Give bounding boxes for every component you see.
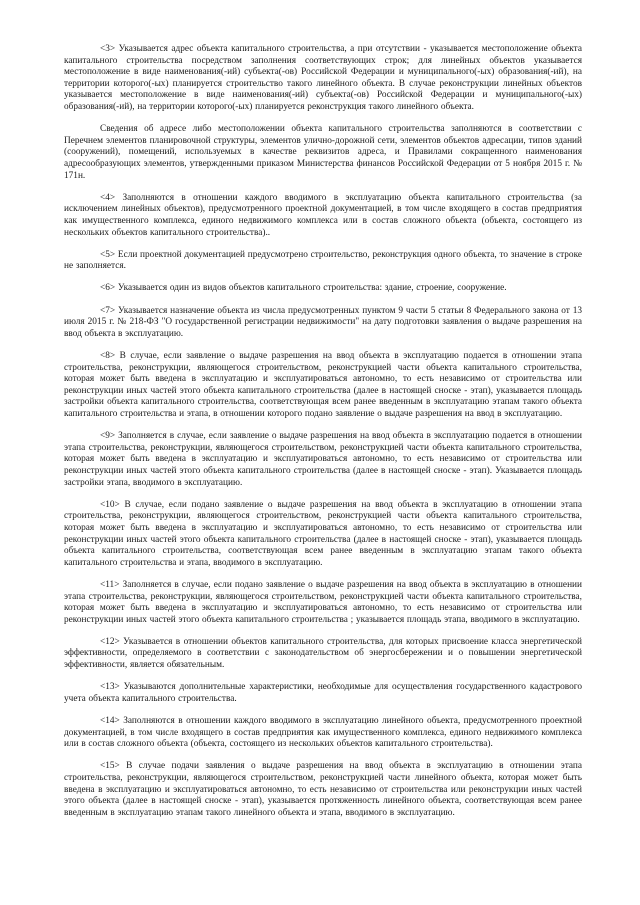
footnote-14-paragraph: <14> Заполняются в отношении каждого вводимого в эксплуатацию линейного объекта, предусмотренного проектной документацией, в том числе входящего в состав предприятия как имущественного комплекса, единого недвижимого комплекса или в состав сложного объекта (объекта, состоящего из нескольких объектов капитального строительства). — [64, 716, 582, 750]
footnote-11-paragraph: <11> Заполняется в случае, если подано заявление о выдаче разрешения на ввод объекта в эксплуатацию в отношении этапа строительства, реконструкции, являющегося строительством, реконструкцией части объекта капитального строительства, которая может быть введена в эксплуатацию и эксплуатироваться автономно, то есть независимо от строительства или реконструкции иных частей этого объекта капитального строительства ; указывается площадь этапа, вводимого в эксплуатацию. — [64, 579, 582, 625]
footnote-9-paragraph: <9> Заполняется в случае, если заявление о выдаче разрешения на ввод объекта в эксплуатацию подается в отношении этапа строительства, реконструкции, являющегося строительством, реконструкцией части объекта капитального строительства, которая может быть введена в эксплуатацию и эксплуатироваться автономно, то есть независимо от строительства или реконструкции иных частей этого объекта капитального строительства (далее в настоящей сноске - этап). Указывается площадь застройки этапа, вводимого в эксплуатацию. — [64, 431, 582, 488]
footnote-6-paragraph: <6> Указывается один из видов объектов капитального строительства: здание, строение, сооружение. — [100, 283, 507, 294]
footnote-4-paragraph: <4> Заполняются в отношении каждого вводимого в эксплуатацию объекта капитального строительства (за исключением линейных объектов), предусмотренного проектной документацией, в том числе входящего в состав предприятия как имущественного комплекса, единого недвижимого комплекса или в состав сложного объекта (объекта, состоящего из нескольких объектов капитального строительства).. — [64, 192, 582, 238]
footnote-12-paragraph: <12> Указывается в отношении объектов капитального строительства, для которых присвоение класса энергетической эффективности, определяемого в соответствии с законодательством об энергосбережении и о повышении энергетической эффективности, является обязательным. — [64, 636, 582, 671]
footnotes-body — [64, 44, 582, 830]
footnote-3-paragraph: <3> Указывается адрес объекта капитального строительства, а при отсутствии - указывается местоположение объекта капитального строительства посредством заполнения соответствующих строк; для линейных объектов указывается местоположение в виде наименования(-ий) субъекта(-ов) Российской Федерации и муниципального(-ых) образования(-ий), на территории которого(-ых) планируется строительство такого линейного объекта. В случае реконструкции линейных объектов указывается местоположение в виде наименования(-ий) субъекта(-ов) Российской Федерации и муниципального(-ых) образования(-ий), на территории которого(-ых) планируется реконструкция такого линейного объекта. — [64, 44, 582, 112]
address-info-paragraph: Сведения об адресе либо местоположении объекта капитального строительства заполняются в соответствии с Перечнем элементов планировочной структуры, элементов улично-дорожной сети, элементов объектов адресации, типов зданий (сооружений), помещений, используемых в качестве реквизитов адреса, и Правилами сокращенного наименования адресообразующих элементов, утвержденными приказом Министерства финансов Российской Федерации от 5 ноября 2015 г. № 171н. — [64, 124, 582, 181]
footnote-13-paragraph: <13> Указываются дополнительные характеристики, необходимые для осуществления государственного кадастрового учета объекта капитального строительства. — [64, 682, 582, 704]
footnote-15-paragraph: <15> В случае подачи заявления о выдаче разрешения на ввод объекта в эксплуатацию в отношении этапа строительства, реконструкции, являющегося строительством, реконструкцией части линейного объекта, которая может быть введена в эксплуатацию и эксплуатироваться автономно, то есть независимо от строительства или реконструкции иных частей этого объекта (далее в настоящей сноске - этап), указывается протяженность линейного объекта, соответствующая всем ранее введенным в эксплуатацию этапам такого линейного объекта и этапа, вводимого в эксплуатацию. — [64, 761, 582, 818]
footnote-8-paragraph: <8> В случае, если заявление о выдаче разрешения на ввод объекта в эксплуатацию подается в отношении этапа строительства, реконструкции, являющегося строительством, реконструкцией части объекта капитального строительства, которая может быть введена в эксплуатацию и эксплуатироваться автономно, то есть независимо от строительства или реконструкции иных частей этого объекта капитального строительства (далее в настоящей сноске - этап), указывается площадь застройки объекта капитального строительства, соответствующая всем ранее введенным в эксплуатацию этапам такого объекта капитального строительства и этапа, в отношении которого подано заявление о выдаче разрешения на ввод в эксплуатацию. — [64, 351, 582, 419]
footnote-7-paragraph: <7> Указывается назначение объекта из числа предусмотренных пунктом 9 части 5 статьи 8 Федерального закона от 13 июля 2015 г. № 218-ФЗ "О государственной регистрации недвижимости" на дату подготовки заявления о выдаче разрешения на ввод объекта в эксплуатацию. — [64, 305, 582, 339]
footnote-10-paragraph: <10> В случае, если подано заявление о выдаче разрешения на ввод объекта в эксплуатацию в отношении этапа строительства, реконструкции, являющегося строительством, реконструкцией части объекта капитального строительства, которая может быть введена в эксплуатацию и эксплуатироваться автономно, то есть независимо от строительства или реконструкции иных частей этого объекта капитального строительства (далее в настоящей сноске - этап), указывается площадь объекта капитального строительства, соответствующая всем ранее введенным в эксплуатацию этапам такого объекта капитального строительства и этапа, вводимого в эксплуатацию. — [64, 499, 582, 568]
footnote-5-paragraph: <5> Если проектной документацией предусмотрено строительство, реконструкция одного объекта, то значение в строке не заполняется. — [64, 249, 582, 272]
